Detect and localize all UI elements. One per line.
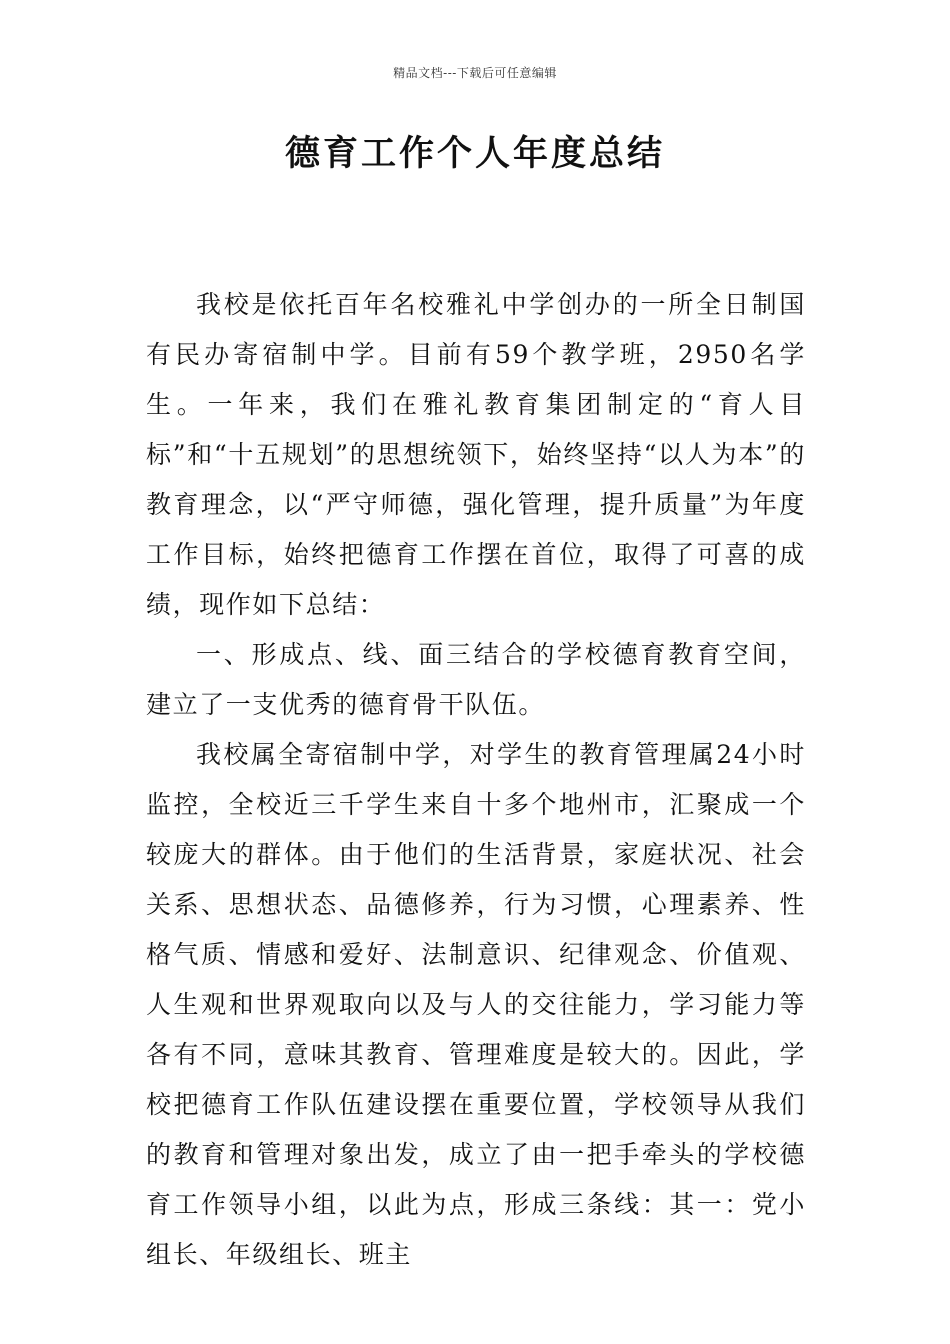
- header-note: 精品文档---下载后可任意编辑: [393, 66, 557, 80]
- paragraph-intro: 我校是依托百年名校雅礼中学创办的一所全日制国有民办寄宿制中学。目前有59个教学班，2950名学生。一年来，我们在雅礼教育集团制定的“育人目标”和“十五规划”的思想统领下，始终坚持“以人为本”的教育理念，以“严守师德，强化管理，提升质量”为年度工作目标，始终把德育工作摆在首位，取得了可喜的成绩，现作如下总结：: [146, 290, 806, 619]
- document-body: [146, 280, 806, 1280]
- paragraph-section-one-heading: 一、形成点、线、面三结合的学校德育教育空间，建立了一支优秀的德育骨干队伍。: [146, 640, 806, 719]
- paragraph-section-one-body: 我校属全寄宿制中学，对学生的教育管理属24小时监控，全校近三千学生来自十多个地州市，汇聚成一个较庞大的群体。由于他们的生活背景，家庭状况、社会关系、思想状态、品德修养，行为习惯，心理素养、性格气质、情感和爱好、法制意识、纪律观念、价值观、人生观和世界观取向以及与人的交往能力，学习能力等各有不同，意味其教育、管理难度是较大的。因此，学校把德育工作队伍建设摆在重要位置，学校领导从我们的教育和管理对象出发，成立了由一把手牵头的学校德育工作领导小组，以此为点，形成三条线：其一：党小组长、年级组长、班主: [146, 740, 806, 1269]
- document-title: 德育工作个人年度总结: [284, 134, 665, 174]
